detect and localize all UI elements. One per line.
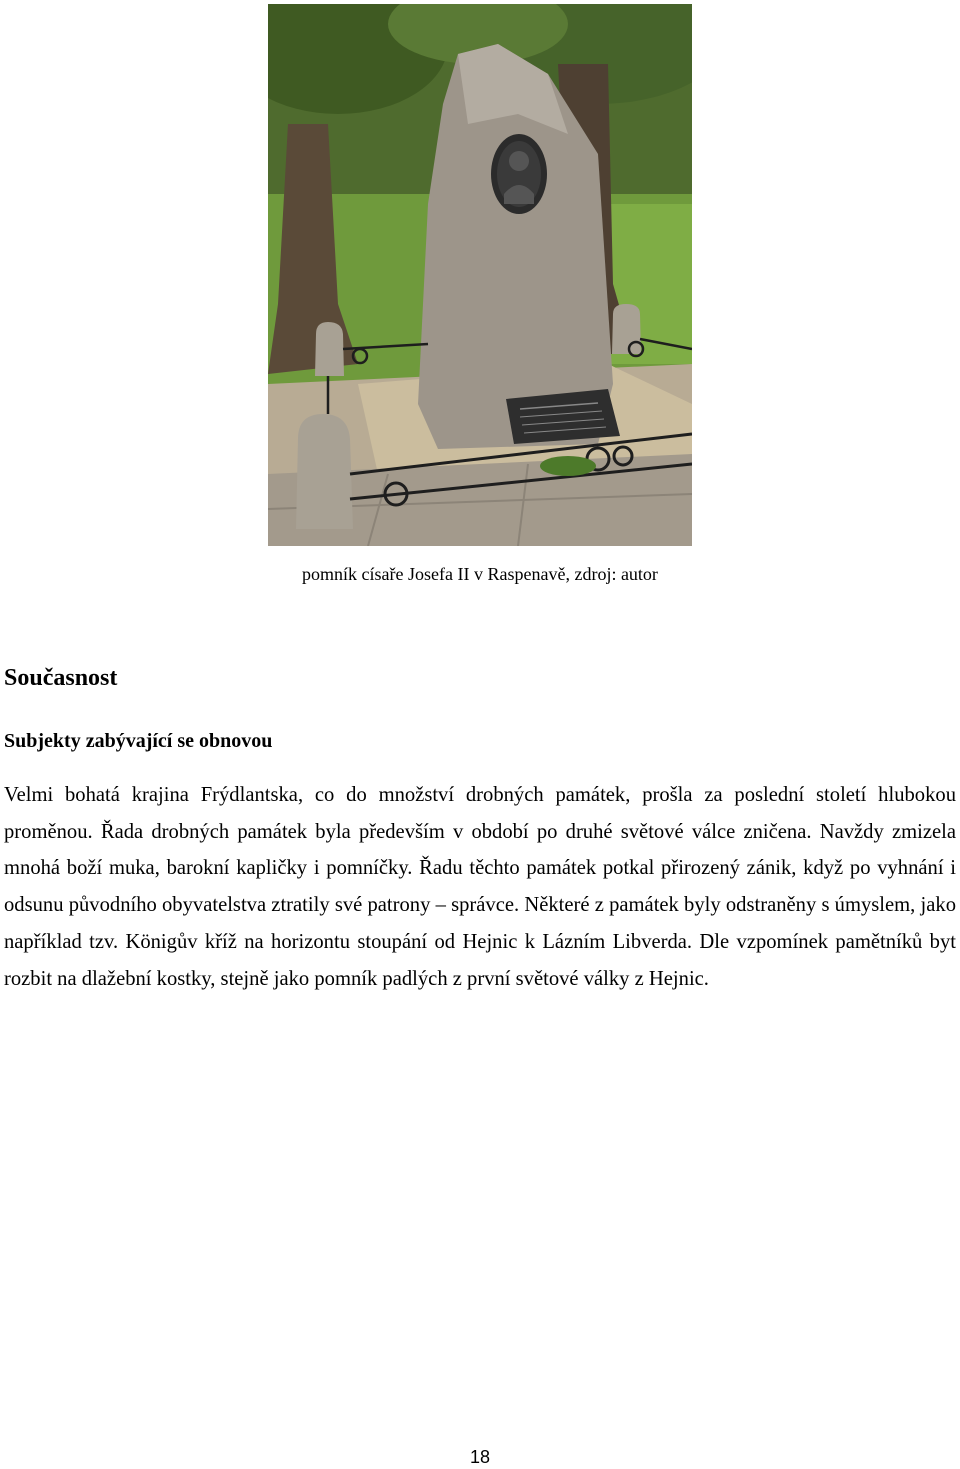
body-paragraph: Velmi bohatá krajina Frýdlantska, co do množství drobných památek, prošla za poslední století hlubokou proměnou. Řada drobných památek byla především v období po druhé světové válce zničena. Navždy zmizela mnohá boží muka, barokní kapličky i pomníčky. Řadu těchto památek potkal přirozený zánik, když po vyhnání i odsunu původního obyvatelstva ztratily své patrony – správce. Některé z památek byly odstraněny s úmyslem, jako například tzv. Königův kříž na horizontu stoupání od Hejnic k Lázním Libverda. Dle vzpomínek pamětníků byt rozbit na dlažební kostky, stejně jako pomník padlých z první světové války z Hejnic. xyxy=(4,784,956,990)
section-subheading: Subjekty zabývající se obnovou xyxy=(4,730,273,752)
section-heading: Současnost xyxy=(4,665,118,691)
monument-photo xyxy=(268,4,692,546)
figure-caption: pomník císaře Josefa II v Raspenavě, zdroj: autor xyxy=(302,564,658,584)
page-number: 18 xyxy=(469,1447,491,1467)
